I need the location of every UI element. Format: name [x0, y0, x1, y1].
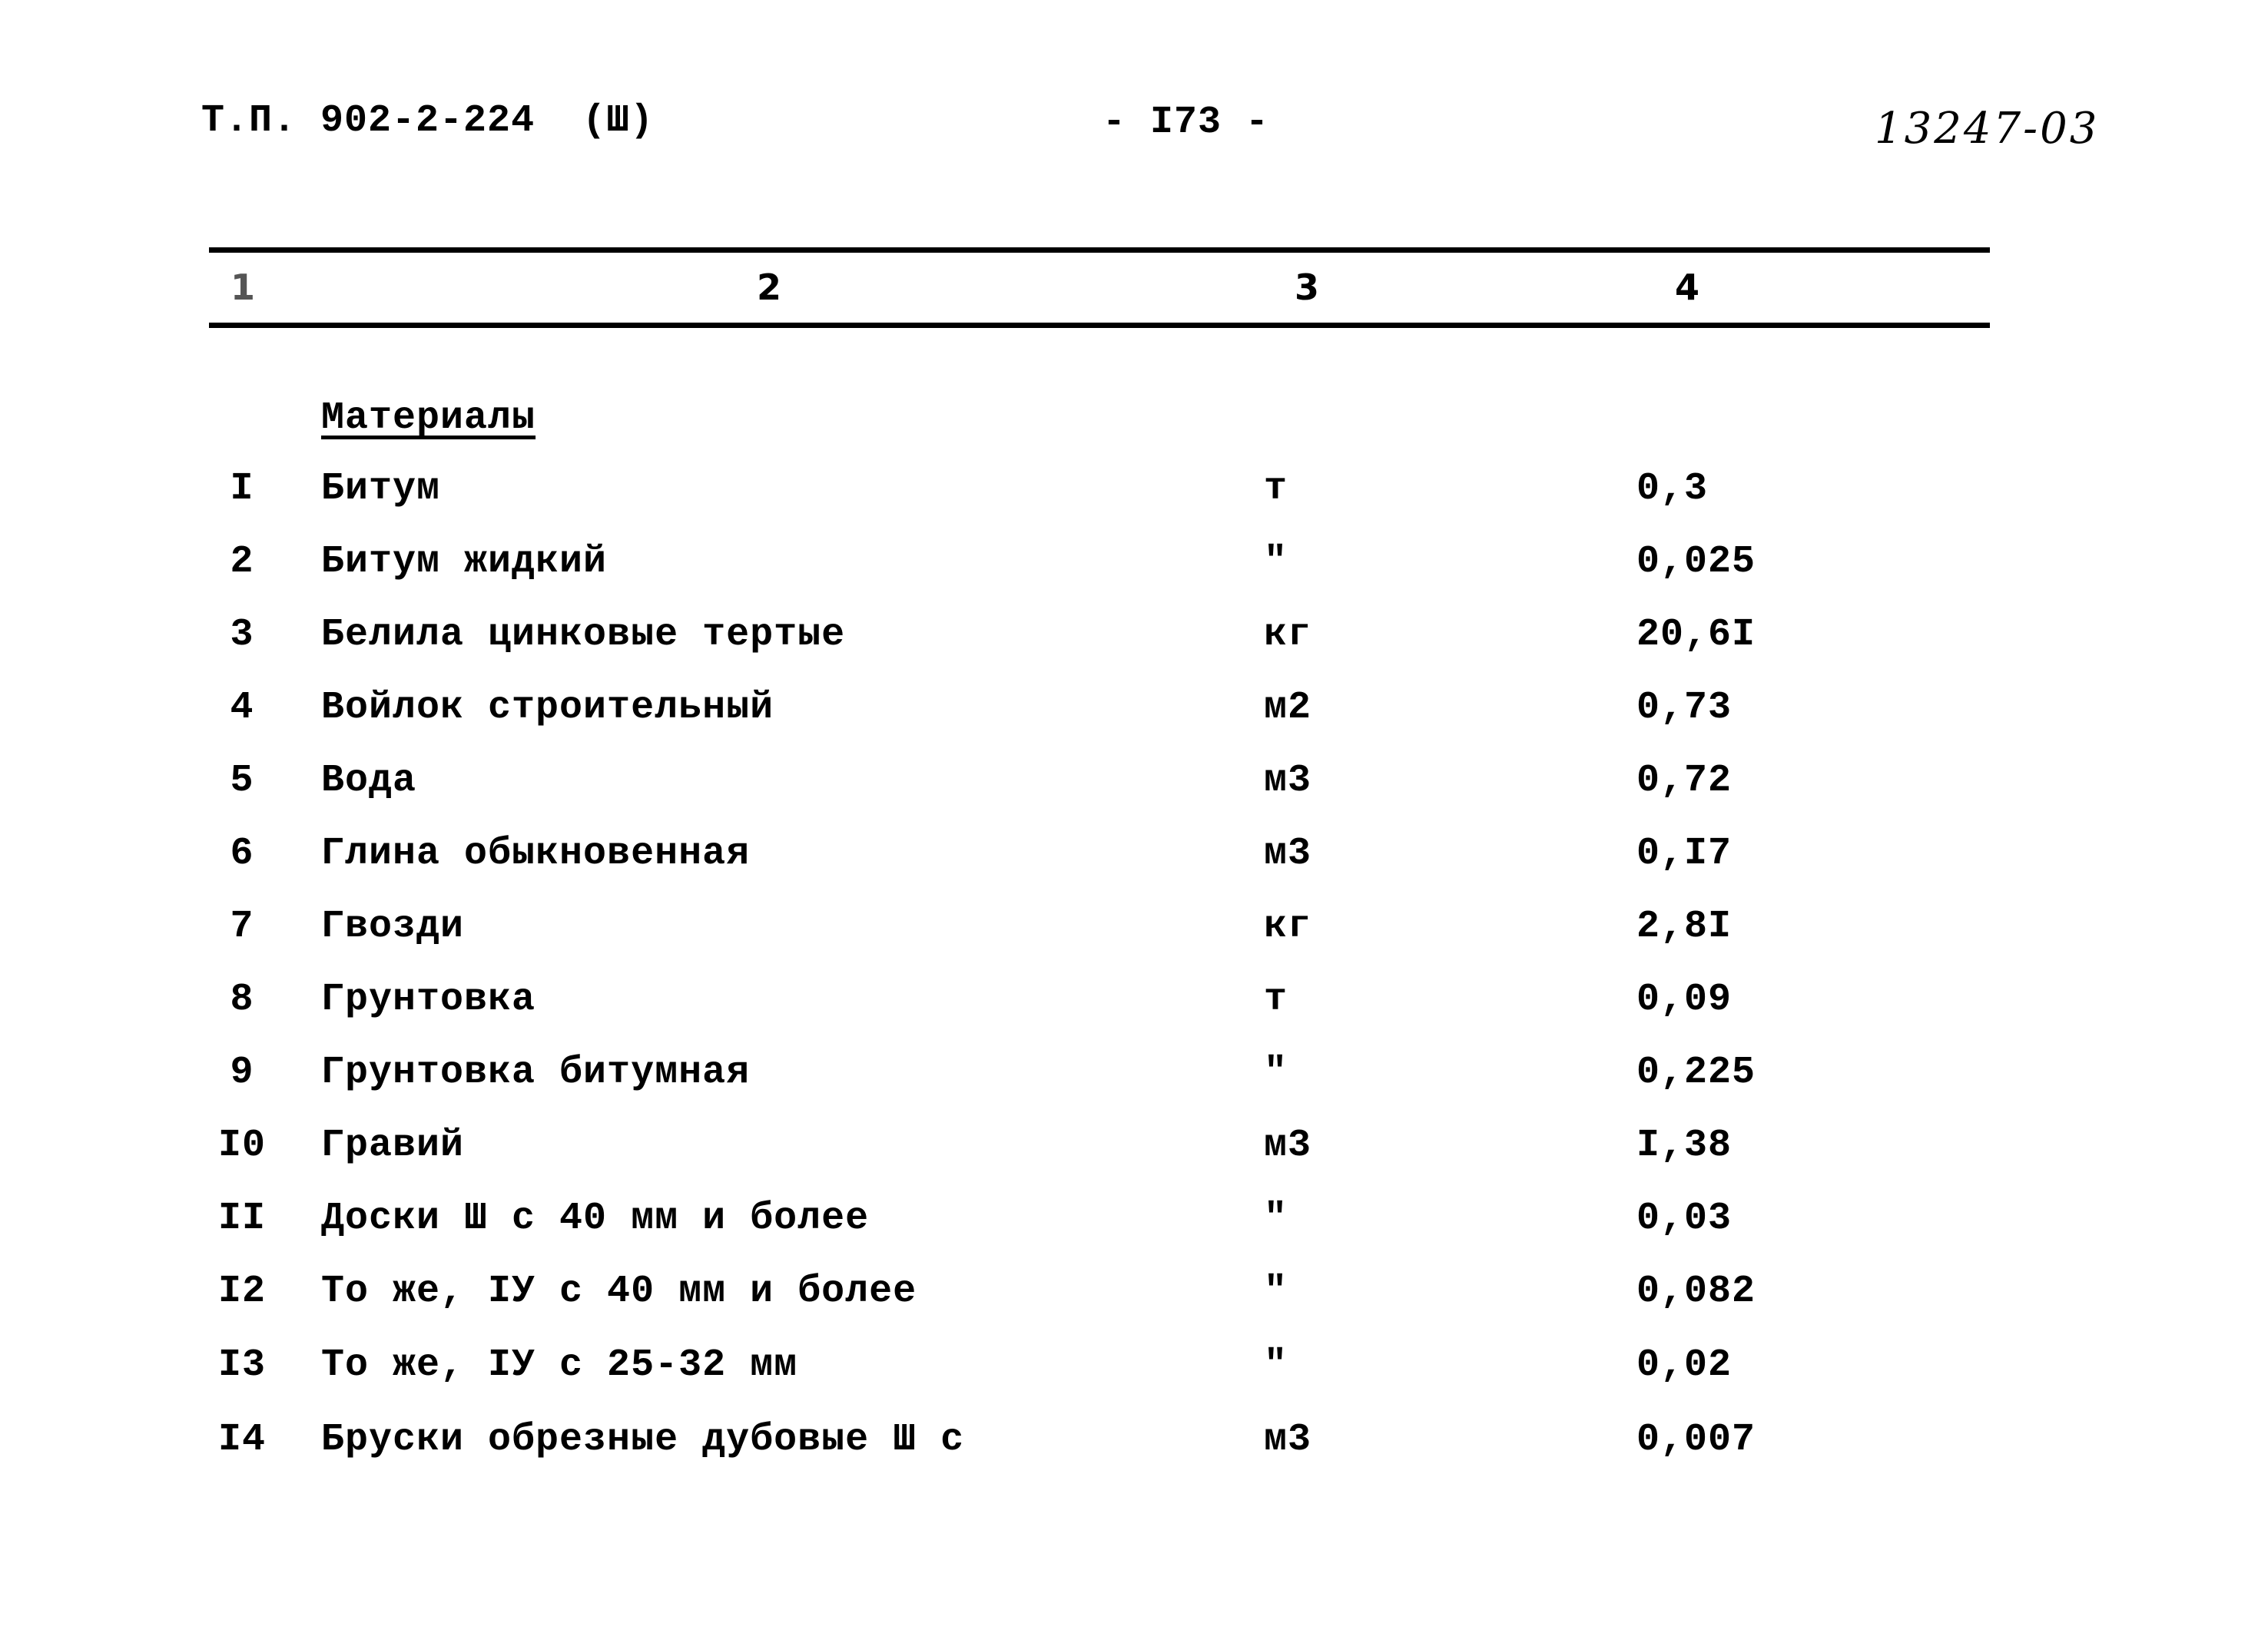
table-row: [0, 1269, 2268, 1315]
quantity: 0,082: [1636, 1270, 1756, 1313]
quantity: 0,73: [1636, 686, 1732, 730]
material-name: Войлок строительный: [321, 686, 774, 730]
table-row: [0, 1196, 2268, 1242]
table-row: [0, 612, 2268, 658]
inventory-number: 13247-03: [1875, 104, 2100, 154]
quantity: 20,6I: [1636, 613, 1756, 657]
unit: ": [1264, 1051, 1288, 1095]
quantity: 0,72: [1636, 759, 1732, 803]
row-number: I: [230, 467, 254, 511]
material-name: То же, IУ с 25-32 мм: [321, 1343, 798, 1387]
quantity: 0,225: [1636, 1051, 1756, 1095]
unit: м3: [1264, 759, 1312, 803]
material-name: Битум жидкий: [321, 540, 608, 584]
unit: ": [1264, 1343, 1288, 1387]
material-name: Гравий: [321, 1124, 465, 1168]
material-name: Битум: [321, 467, 441, 511]
row-number: 3: [230, 613, 254, 657]
row-number: 2: [230, 540, 254, 584]
unit: ": [1264, 1197, 1288, 1240]
material-name: Доски Ш с 40 мм и более: [321, 1197, 870, 1240]
material-name: Бруски обрезные дубовые Ш с: [321, 1418, 965, 1462]
material-name: Гвозди: [321, 905, 465, 949]
table-row: [0, 758, 2268, 804]
material-name: Белила цинковые тертые: [321, 613, 846, 657]
quantity: 0,3: [1636, 467, 1709, 511]
page-number: - I73 -: [1102, 101, 1270, 144]
document-code: Т.П. 902-2-224 (Ш): [201, 99, 655, 143]
table-row: [0, 539, 2268, 585]
row-number: I2: [217, 1270, 266, 1313]
table-row: [0, 977, 2268, 1023]
unit: кг: [1264, 905, 1312, 949]
table-row: [0, 1050, 2268, 1096]
section-title: Материалы: [321, 396, 536, 440]
row-number: 5: [230, 759, 254, 803]
column-header-3: 3: [1295, 267, 1320, 308]
row-number: I3: [217, 1343, 266, 1387]
table-row: [0, 466, 2268, 512]
unit: м3: [1264, 1418, 1312, 1462]
row-number: I0: [217, 1124, 266, 1168]
table-header-bottom-rule: [209, 323, 1990, 328]
material-name: Вода: [321, 759, 417, 803]
material-name: Глина обыкновенная: [321, 832, 751, 876]
row-number: 9: [230, 1051, 254, 1095]
column-header-4: 4: [1675, 267, 1700, 308]
unit: ": [1264, 1270, 1288, 1313]
table-row: [0, 904, 2268, 950]
row-number: 7: [230, 905, 254, 949]
table-row: [0, 831, 2268, 877]
unit: т: [1264, 978, 1288, 1022]
unit: м3: [1264, 1124, 1312, 1168]
table-top-rule: [209, 247, 1990, 253]
material-name: Грунтовка: [321, 978, 536, 1022]
row-number: I4: [217, 1418, 266, 1462]
quantity: 0,02: [1636, 1343, 1732, 1387]
row-number: II: [217, 1197, 266, 1240]
material-name: Грунтовка битумная: [321, 1051, 751, 1095]
quantity: 0,007: [1636, 1418, 1756, 1462]
unit: м3: [1264, 832, 1312, 876]
column-header-2: 2: [757, 267, 782, 308]
table-row: [0, 1123, 2268, 1169]
quantity: 0,I7: [1636, 832, 1732, 876]
material-name: То же, IУ с 40 мм и более: [321, 1270, 917, 1313]
row-number: 4: [230, 686, 254, 730]
table-row: [0, 1343, 2268, 1389]
row-number: 8: [230, 978, 254, 1022]
unit: ": [1264, 540, 1288, 584]
quantity: 2,8I: [1636, 905, 1732, 949]
column-header-1: 1: [230, 267, 256, 308]
quantity: 0,09: [1636, 978, 1732, 1022]
unit: м2: [1264, 686, 1312, 730]
quantity: I,38: [1636, 1124, 1732, 1168]
table-row: [0, 1417, 2268, 1463]
quantity: 0,03: [1636, 1197, 1732, 1240]
quantity: 0,025: [1636, 540, 1756, 584]
row-number: 6: [230, 832, 254, 876]
unit: т: [1264, 467, 1288, 511]
table-row: [0, 685, 2268, 731]
unit: кг: [1264, 613, 1312, 657]
